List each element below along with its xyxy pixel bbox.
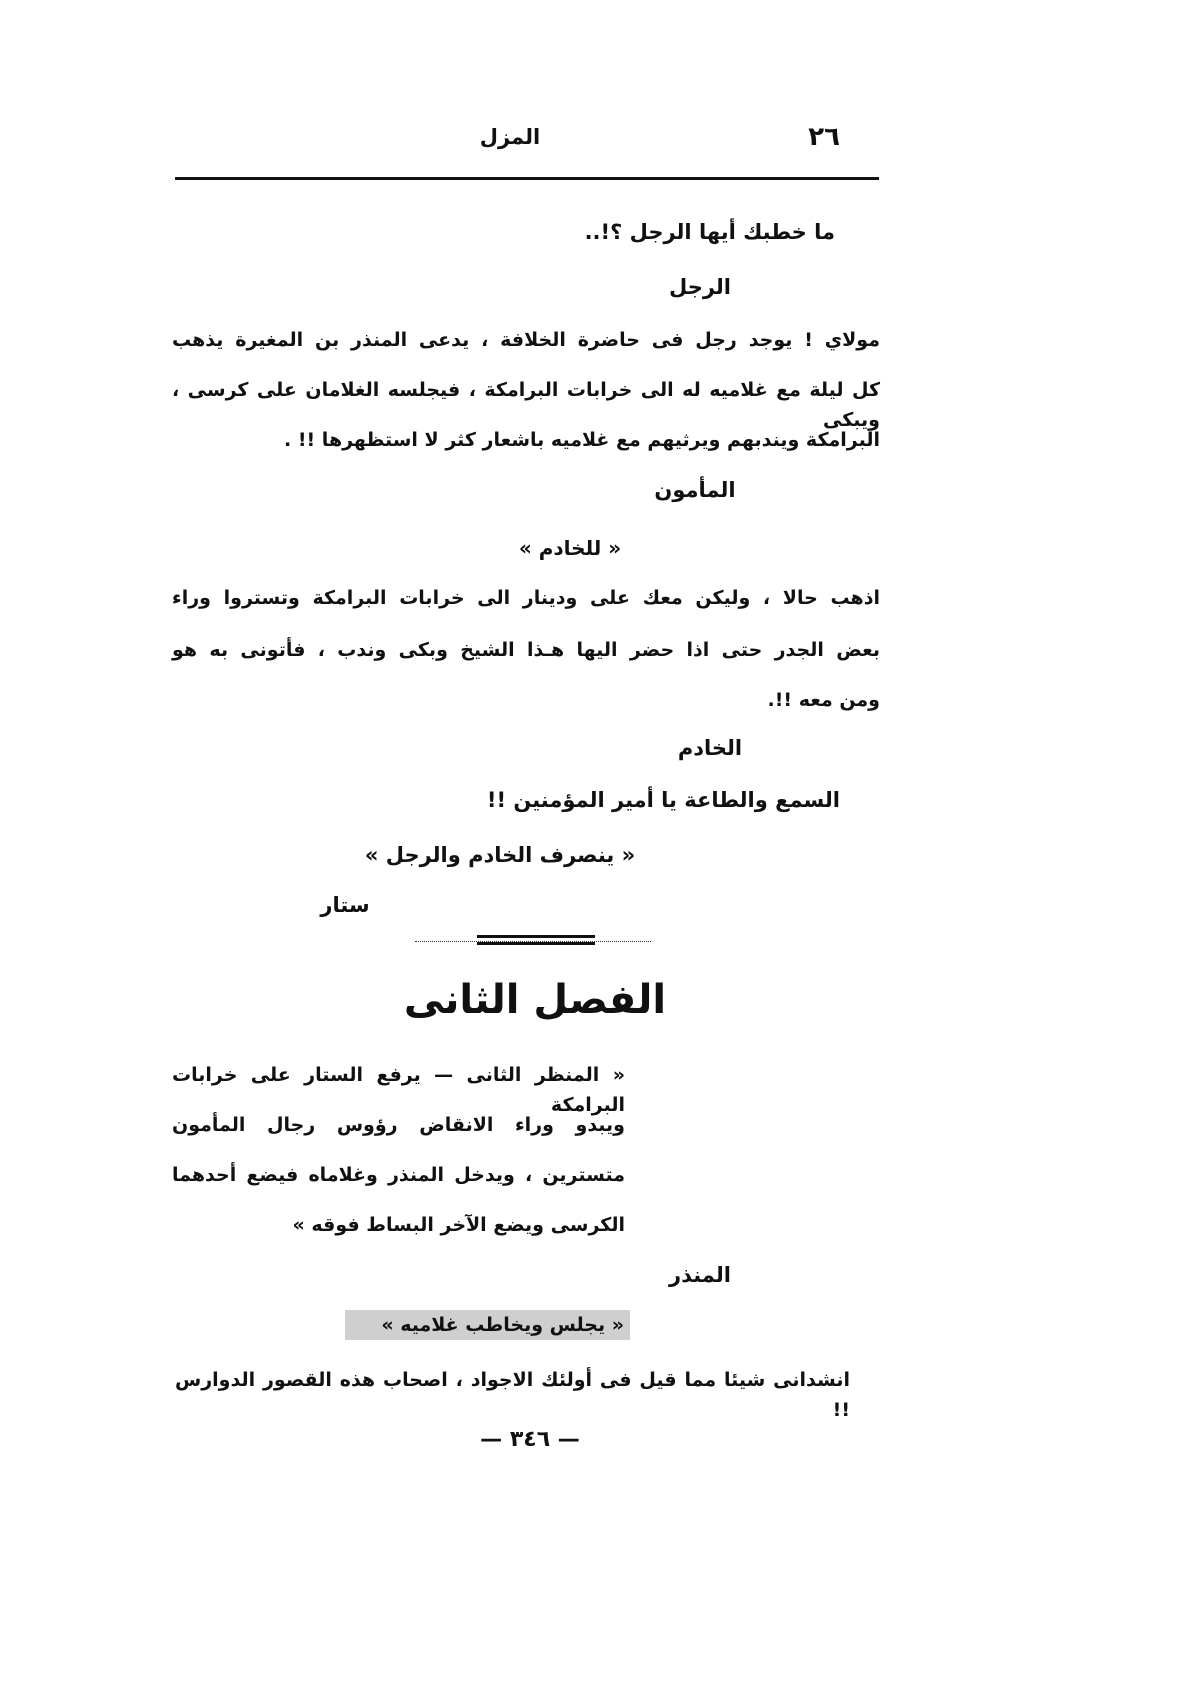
- paragraph-line: بعض الجدر حتى اذا حضر اليها هـذا الشيخ وبكى وندب ، فأتونى به هو: [172, 639, 880, 661]
- running-title: المزل: [479, 125, 541, 149]
- page-number: — ٣٤٦ —: [480, 1427, 580, 1452]
- act-title: الفصل الثانى: [403, 977, 667, 1023]
- section-separator: [415, 934, 651, 946]
- dialogue-line: ما خطبك أيها الرجل ؟!..: [584, 220, 835, 244]
- paragraph-line: ومن معه !!.: [767, 689, 880, 711]
- stage-direction: « للخادم »: [518, 536, 622, 560]
- stage-direction-line: الكرسى ويضع الآخر البساط فوقه »: [292, 1214, 625, 1236]
- speaker-name: الرجل: [668, 275, 732, 299]
- page-number-top: ٢٦: [808, 122, 840, 152]
- stage-direction-line: متسترين ، ويدخل المنذر وغلاماه فيضع أحدهما: [172, 1164, 625, 1186]
- dialogue-line: السمع والطاعة يا أمير المؤمنين !!: [486, 788, 840, 812]
- paragraph-line: اذهب حالا ، وليكن معك على ودينار الى خرابات البرامكة وتستروا وراء: [172, 587, 880, 609]
- paragraph-line: مولاي ! يوجد رجل فى حاضرة الخلافة ، يدعى المنذر بن المغيرة يذهب: [172, 329, 880, 351]
- curtain-label: ستار: [320, 893, 370, 917]
- stage-direction-line: ويبدو وراء الانقاض رؤوس رجال المأمون: [172, 1114, 625, 1136]
- paragraph-line: البرامكة ويندبهم ويرثيهم مع غلاميه باشعار كثر لا استظهرها !! .: [284, 429, 880, 451]
- speaker-name: المأمون: [654, 478, 736, 502]
- paragraph-line: كل ليلة مع غلاميه له الى خرابات البرامكة ، فيجلسه الغلامان على كرسى ، ويبكى: [172, 379, 880, 431]
- stage-direction: « يجلس ويخاطب غلاميه »: [345, 1310, 630, 1340]
- speaker-name: المنذر: [669, 1263, 731, 1287]
- header-rule: [175, 177, 879, 180]
- stage-direction: « ينصرف الخادم والرجل »: [364, 843, 636, 867]
- speaker-name: الخادم: [677, 736, 743, 760]
- stage-direction-line: « المنظر الثانى — يرفع الستار على خرابات البرامكة: [172, 1064, 625, 1116]
- dialogue-line: انشدانى شيئا مما قيل فى أولئك الاجواد ، اصحاب هذه القصور الدوارس !!: [175, 1369, 850, 1421]
